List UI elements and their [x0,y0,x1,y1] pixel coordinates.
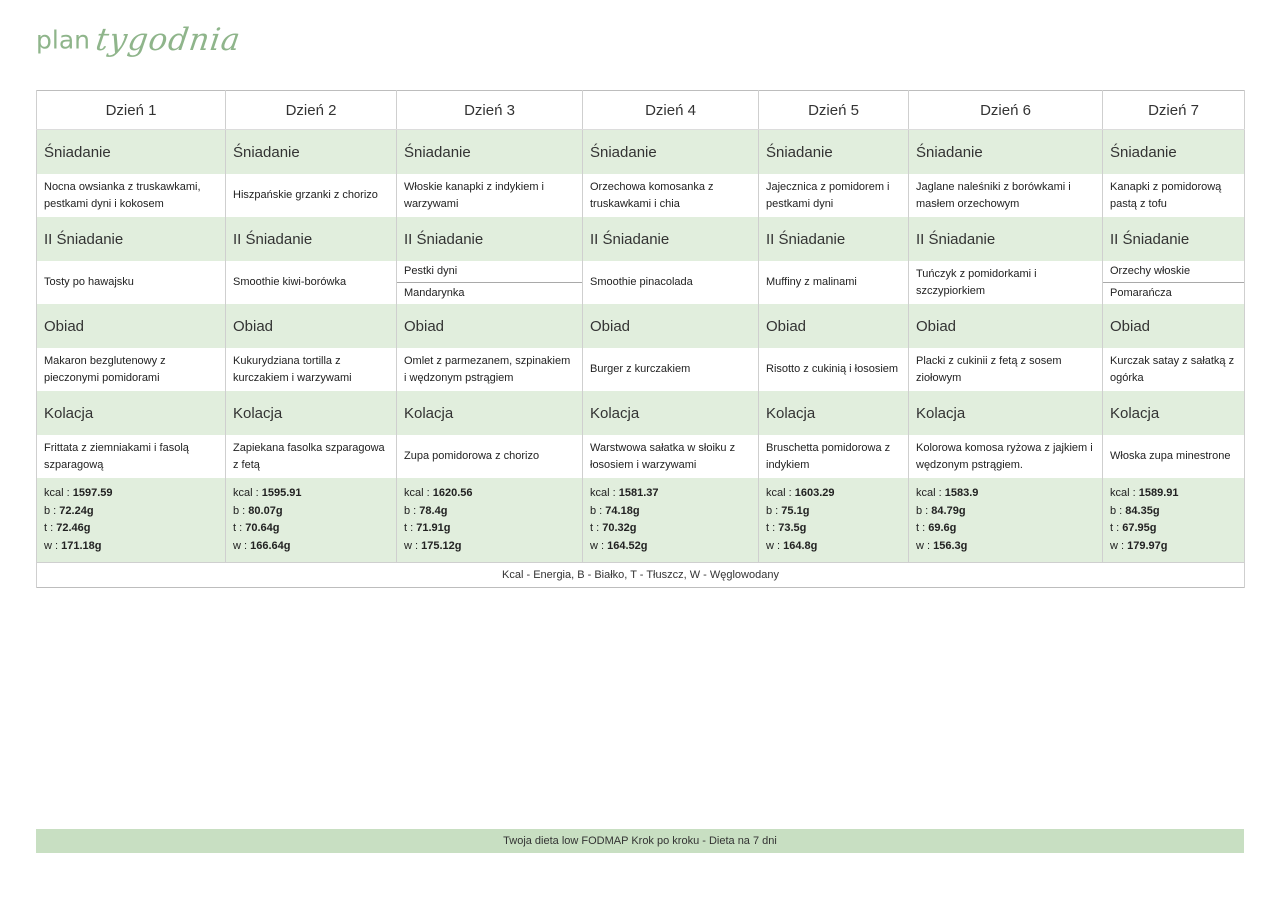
meal-items-row [37,174,1245,217]
meal-label: Śniadanie [759,130,909,175]
meal-item: Kurczak satay z sałatką z ogórka [1103,348,1245,391]
legend-row [37,563,1245,588]
macros-cell [1103,478,1245,563]
macros-cell [37,478,226,563]
meal-item: Kolorowa komosa ryżowa z jajkiem i wędzonym pstrągiem. [909,435,1103,478]
meal-item: Nocna owsianka z truskawkami, pestkami dyni i kokosem [37,174,226,217]
macros-cell [759,478,909,563]
meal-item: Zapiekana fasolka szparagowa z fetą [226,435,397,478]
meal-label-row [37,130,1245,175]
day-header: Dzień 5 [759,91,909,130]
macro-value: 1589.91 [1138,487,1179,499]
macro-value: 164.8g [783,539,818,552]
macro-line-w [233,538,389,556]
macro-line-kcal [404,485,575,503]
title-plain: plan [36,25,90,55]
macro-value: 67.95g [1122,522,1157,534]
macro-value: 1581.37 [618,487,659,499]
meal-item: Zupa pomidorowa z chorizo [397,435,583,478]
macro-label: w : [1110,539,1128,552]
macro-line-w [1110,538,1237,556]
meal-label: Obiad [397,304,583,348]
macro-label: b : [233,504,249,517]
macro-label: b : [590,504,606,517]
macro-label: t : [44,522,57,534]
macro-line-kcal [44,485,218,503]
meal-item: Jaglane naleśniki z borówkami i masłem orzechowym [909,174,1103,217]
page-title [36,22,244,72]
meal-label: Śniadanie [37,130,226,175]
meal-label: Śniadanie [226,130,397,175]
macro-label: kcal : [590,487,619,499]
macro-value: 1620.56 [432,487,473,499]
meal-item: Kukurydziana tortilla z kurczakiem i warzywami [226,348,397,391]
macro-value: 75.1g [781,504,810,517]
meal-item: Pestki dyni [397,261,582,283]
meal-label: II Śniadanie [909,217,1103,261]
meal-item: Jajecznica z pomidorem i pestkami dyni [759,174,909,217]
macro-label: kcal : [1110,487,1139,499]
macro-value: 166.64g [250,539,291,552]
macro-label: w : [44,539,62,552]
meal-item: Smoothie pinacolada [583,261,759,304]
macro-label: w : [590,539,608,552]
meal-item: Tuńczyk z pomidorkami i szczypiorkiem [909,261,1103,304]
macro-value: 72.46g [56,522,91,534]
meal-item: Włoskie kanapki z indykiem i warzywami [397,174,583,217]
macro-value: 74.18g [605,504,640,517]
macro-line-t [916,520,1095,538]
macro-line-t [44,520,218,538]
meal-items-row [37,435,1245,478]
meal-label: Obiad [1103,304,1245,348]
meal-label: Śniadanie [397,130,583,175]
macro-line-b [233,503,389,521]
macro-label: w : [766,539,784,552]
macro-value: 179.97g [1127,539,1168,552]
title-script: tygodnia [93,22,244,58]
macro-value: 78.4g [419,504,448,517]
meal-item: Risotto z cukinią i łososiem [759,348,909,391]
macros-cell [397,478,583,563]
meal-label: Kolacja [583,391,759,435]
day-header: Dzień 7 [1103,91,1245,130]
day-header: Dzień 3 [397,91,583,130]
meal-item: Burger z kurczakiem [583,348,759,391]
meal-item: Frittata z ziemniakami i fasolą szparagową [37,435,226,478]
macro-value: 70.64g [245,522,280,534]
meal-label-row [37,391,1245,435]
macro-line-kcal [590,485,751,503]
macro-label: t : [1110,522,1123,534]
macro-label: kcal : [44,487,73,499]
macro-value: 69.6g [928,522,957,534]
macro-value: 156.3g [933,539,968,552]
macro-value: 1595.91 [261,487,302,499]
macro-line-t [1110,520,1237,538]
meal-label: Obiad [226,304,397,348]
macro-label: w : [404,539,422,552]
meal-label: II Śniadanie [226,217,397,261]
macro-label: t : [404,522,417,534]
macro-label: kcal : [233,487,262,499]
meal-label: Obiad [909,304,1103,348]
macro-label: t : [766,522,779,534]
meal-plan-table [36,90,1245,588]
macro-line-kcal [766,485,901,503]
meal-label: Kolacja [226,391,397,435]
macro-line-w [44,538,218,556]
macro-label: kcal : [404,487,433,499]
meal-item: Smoothie kiwi-borówka [226,261,397,304]
day-header: Dzień 2 [226,91,397,130]
meal-item: Omlet z parmezanem, szpinakiem i wędzonym pstrągiem [397,348,583,391]
macro-line-w [916,538,1095,556]
meal-item: Orzechowa komosanka z truskawkami i chia [583,174,759,217]
meal-item: Makaron bezglutenowy z pieczonymi pomidorami [37,348,226,391]
meal-label: II Śniadanie [1103,217,1245,261]
day-header: Dzień 1 [37,91,226,130]
meal-item: Włoska zupa minestrone [1103,435,1245,478]
macro-label: kcal : [766,487,795,499]
macro-line-kcal [1110,485,1237,503]
day-header: Dzień 4 [583,91,759,130]
macro-label: b : [44,504,60,517]
macro-label: kcal : [916,487,945,499]
meal-label: II Śniadanie [583,217,759,261]
meal-label-row [37,304,1245,348]
meal-label: Śniadanie [583,130,759,175]
meal-label: II Śniadanie [37,217,226,261]
macro-line-w [766,538,901,556]
macro-line-t [404,520,575,538]
meal-label-row [37,217,1245,261]
macro-value: 164.52g [607,539,648,552]
macro-label: b : [916,504,932,517]
macro-value: 71.91g [416,522,451,534]
macro-value: 80.07g [248,504,283,517]
macro-value: 1603.29 [794,487,835,499]
macro-value: 175.12g [421,539,462,552]
macro-value: 1583.9 [944,487,979,499]
macro-value: 1597.59 [72,487,113,499]
meal-cell [397,261,583,304]
meal-label: Śniadanie [909,130,1103,175]
macros-row [37,478,1245,563]
macro-label: t : [916,522,929,534]
meal-item: Bruschetta pomidorowa z indykiem [759,435,909,478]
meal-item: Placki z cukinii z fetą z sosem ziołowym [909,348,1103,391]
macro-line-b [1110,503,1237,521]
macro-value: 72.24g [59,504,94,517]
meal-label: Kolacja [1103,391,1245,435]
macro-line-w [590,538,751,556]
meal-label: Obiad [583,304,759,348]
macro-line-t [590,520,751,538]
meal-cell [1103,261,1245,304]
macros-cell [226,478,397,563]
meal-item: Muffiny z malinami [759,261,909,304]
macro-value: 171.18g [61,539,102,552]
meal-label: Śniadanie [1103,130,1245,175]
meal-label: II Śniadanie [759,217,909,261]
macro-line-b [766,503,901,521]
meal-item: Orzechy włoskie [1103,261,1244,283]
macro-line-kcal [233,485,389,503]
meal-label: II Śniadanie [397,217,583,261]
macro-label: w : [916,539,934,552]
meal-items-row [37,348,1245,391]
meal-label: Obiad [759,304,909,348]
macro-label: w : [233,539,251,552]
macros-cell [909,478,1103,563]
macro-line-b [916,503,1095,521]
meal-item: Hiszpańskie grzanki z chorizo [226,174,397,217]
macro-line-w [404,538,575,556]
macro-value: 73.5g [778,522,807,534]
meal-label: Obiad [37,304,226,348]
macro-line-b [590,503,751,521]
day-header-row [37,91,1245,130]
meal-items-row [37,261,1245,304]
meal-label: Kolacja [37,391,226,435]
macro-label: b : [766,504,782,517]
macro-line-b [44,503,218,521]
macro-label: b : [404,504,420,517]
macro-line-t [233,520,389,538]
meal-item: Tosty po hawajsku [37,261,226,304]
legend-text: Kcal - Energia, B - Białko, T - Tłuszcz, W - Węglowodany [37,563,1245,588]
meal-item: Kanapki z pomidorową pastą z tofu [1103,174,1245,217]
macro-label: t : [233,522,246,534]
meal-label: Kolacja [909,391,1103,435]
macro-line-b [404,503,575,521]
macro-value: 70.32g [602,522,637,534]
meal-label: Kolacja [397,391,583,435]
meal-item: Warstwowa sałatka w słoiku z łososiem i warzywami [583,435,759,478]
day-header: Dzień 6 [909,91,1103,130]
macro-label: b : [1110,504,1126,517]
macros-cell [583,478,759,563]
macro-line-t [766,520,901,538]
meal-item: Mandarynka [404,287,465,299]
macro-label: t : [590,522,603,534]
meal-label: Kolacja [759,391,909,435]
macro-line-kcal [916,485,1095,503]
footer-bar: Twoja dieta low FODMAP Krok po kroku - Dieta na 7 dni [36,829,1244,853]
meal-item: Pomarańcza [1110,287,1172,299]
macro-value: 84.79g [931,504,966,517]
macro-value: 84.35g [1125,504,1160,517]
